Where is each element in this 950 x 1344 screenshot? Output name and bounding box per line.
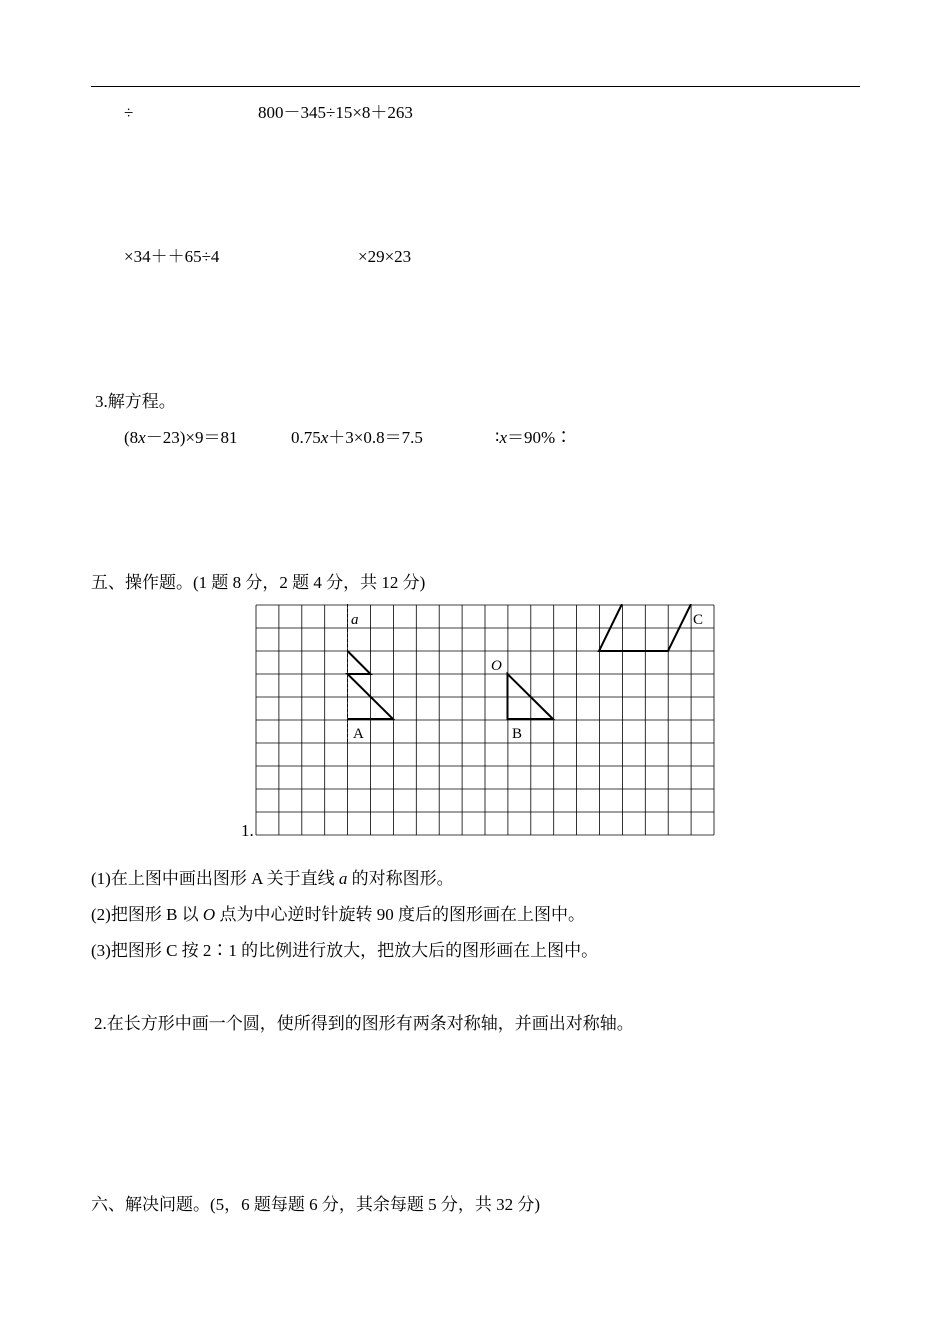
grid-lines [256,605,714,835]
equation-2: 0.75x＋3×0.8＝7.5 [291,428,423,447]
equation-3: ∶x＝90%∶ [495,428,573,447]
question-2: 2.在长方形中画一个圆，使所得到的图形有两条对称轴，并画出对称轴。 [94,1014,634,1033]
label-figure-a: A [353,726,364,742]
section6-heading: 六、解决问题。(5，6 题每题 6 分，其余每题 5 分，共 32 分) [91,1195,541,1214]
figure-b-shape [508,674,554,719]
label-figure-b: B [512,726,523,742]
subquestion-3: (3)把图形 C 按 2∶1 的比例进行放大，把放大后的图形画在上图中。 [91,941,599,960]
label-line-a: a [351,612,359,628]
label-figure-c: C [693,612,704,628]
section5-heading: 五、操作题。(1 题 8 分，2 题 4 分，共 12 分) [91,573,426,592]
header-rule [91,86,860,87]
calc-row2-right: ×29×23 [358,247,412,266]
calc-row1-left: ÷ [124,103,134,122]
calc-row1-right: 800－345÷15×8＋263 [258,103,413,122]
question-1-number: 1. [241,821,254,840]
subquestion-2: (2)把图形 B 以 O 点为中心逆时针旋转 90 度后的图形画在上图中。 [91,905,585,924]
grid-figure [255,604,715,836]
label-point-o: O [491,658,502,674]
calc-row2-left: ×34＋＋65÷4 [124,247,220,266]
equations-heading: 3.解方程。 [95,392,176,411]
equation-1: (8x－23)×9＝81 [124,428,238,447]
subquestion-1: (1)在上图中画出图形 A 关于直线 a 的对称图形。 [91,869,454,888]
